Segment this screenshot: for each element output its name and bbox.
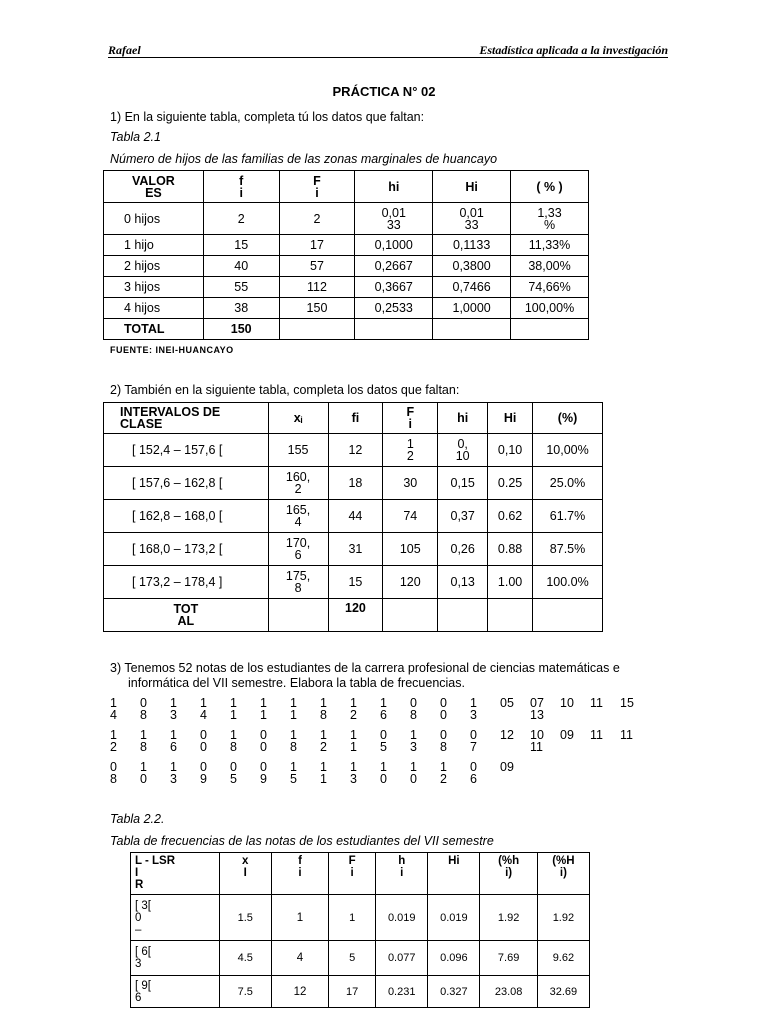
table-cell: 17 bbox=[279, 235, 355, 256]
note-value: 0 5 bbox=[230, 760, 237, 786]
table-cell: 57 bbox=[279, 256, 355, 277]
table-cell: 155 bbox=[268, 434, 328, 467]
table-header-row bbox=[104, 403, 603, 434]
table-cell: 0,10 bbox=[488, 434, 533, 467]
note-value: 07 13 bbox=[530, 696, 544, 722]
note-value: 11 bbox=[590, 696, 603, 710]
note-value: 0 8 bbox=[140, 696, 147, 722]
table-cell: 10,00% bbox=[533, 434, 603, 467]
col-header: Hi bbox=[428, 853, 480, 895]
table-cell: 23.08 bbox=[480, 976, 537, 1008]
table-cell: 0,01 33 bbox=[355, 203, 433, 235]
table-header-row bbox=[131, 853, 590, 895]
note-value: 0 8 bbox=[110, 760, 117, 786]
note-value: 1 4 bbox=[200, 696, 207, 722]
note-value: 1 1 bbox=[230, 696, 237, 722]
table-cell: 17 bbox=[329, 976, 376, 1008]
table-cell: 0 hijos bbox=[104, 203, 204, 235]
table-cell: 0,01 33 bbox=[433, 203, 511, 235]
table-cell: 61.7% bbox=[533, 500, 603, 533]
table-cell: 0,7466 bbox=[433, 277, 511, 298]
note-value bbox=[530, 761, 560, 793]
table-row bbox=[104, 298, 589, 319]
note-value bbox=[560, 761, 590, 793]
col-header: Hi bbox=[488, 403, 533, 434]
table-cell: 25.0% bbox=[533, 467, 603, 500]
table-row bbox=[104, 467, 603, 500]
col-header: F i bbox=[279, 171, 355, 203]
table-cell: 2 hijos bbox=[104, 256, 204, 277]
col-header: L - LSR I R bbox=[131, 853, 220, 895]
table-cell bbox=[433, 319, 511, 340]
table-cell: 30 bbox=[383, 467, 438, 500]
note-value: 1 0 bbox=[140, 760, 147, 786]
table-cell: 0.231 bbox=[376, 976, 428, 1008]
section2-instruction: 2) También en la siguiente tabla, completa los datos que faltan: bbox=[110, 383, 460, 397]
note-value: 0 0 bbox=[440, 696, 447, 722]
table-cell: 7.69 bbox=[480, 941, 537, 976]
note-value: 0 8 bbox=[440, 728, 447, 754]
note-value bbox=[590, 761, 620, 793]
table-cell: 0,26 bbox=[438, 533, 488, 566]
col-header: (%) bbox=[533, 403, 603, 434]
notes-row bbox=[110, 697, 650, 729]
table-cell: 2 bbox=[203, 203, 279, 235]
note-value: 0 0 bbox=[260, 728, 267, 754]
note-value: 0 9 bbox=[260, 760, 267, 786]
table-cell bbox=[268, 599, 328, 632]
note-value: 1 1 bbox=[260, 696, 267, 722]
notes-grid bbox=[110, 697, 650, 793]
table-cell: 2 bbox=[279, 203, 355, 235]
table-cell: 120 bbox=[328, 599, 383, 632]
table-cell: 15 bbox=[203, 235, 279, 256]
section3-instruction-line2: informática del VII semestre. Elabora la tabla de frecuencias. bbox=[128, 676, 465, 690]
note-value: 1 3 bbox=[170, 760, 177, 786]
note-value: 1 5 bbox=[290, 760, 297, 786]
table-cell: 0, 10 bbox=[438, 434, 488, 467]
table-row bbox=[104, 235, 589, 256]
note-value: 0 0 bbox=[200, 728, 207, 754]
table-cell: [ 157,6 – 162,8 [ bbox=[104, 467, 269, 500]
table-cell: 1,33 % bbox=[511, 203, 589, 235]
section3-instruction-line1: 3) Tenemos 52 notas de los estudiantes de la carrera profesional de ciencias matemáticas e bbox=[110, 661, 620, 675]
table-cell: 12 bbox=[328, 434, 383, 467]
table-cell bbox=[533, 599, 603, 632]
table-cell bbox=[488, 599, 533, 632]
table-cell: 1.92 bbox=[480, 895, 537, 941]
table-cell bbox=[355, 319, 433, 340]
note-value: 0 5 bbox=[380, 728, 387, 754]
note-value: 09 bbox=[560, 728, 574, 742]
note-value: 1 0 bbox=[410, 760, 417, 786]
col-header: f i bbox=[271, 853, 328, 895]
table-cell: 11,33% bbox=[511, 235, 589, 256]
note-value: 10 bbox=[560, 696, 574, 710]
table-cell: TOT AL bbox=[104, 599, 269, 632]
table-cell: 165, 4 bbox=[268, 500, 328, 533]
table-cell bbox=[279, 319, 355, 340]
table-cell: 0.077 bbox=[376, 941, 428, 976]
col-header: INTERVALOS DE CLASE bbox=[104, 403, 269, 434]
col-header: F i bbox=[383, 403, 438, 434]
table-cell: 40 bbox=[203, 256, 279, 277]
table-cell: 0,13 bbox=[438, 566, 488, 599]
table-cell: 55 bbox=[203, 277, 279, 298]
table-cell: 3 hijos bbox=[104, 277, 204, 298]
note-value: 1 3 bbox=[170, 696, 177, 722]
col-header: hi bbox=[438, 403, 488, 434]
table-cell bbox=[511, 319, 589, 340]
table-cell: [ 168,0 – 173,2 [ bbox=[104, 533, 269, 566]
table-cell: 32.69 bbox=[537, 976, 589, 1008]
table-cell: 38,00% bbox=[511, 256, 589, 277]
table-row bbox=[104, 500, 603, 533]
note-value: 1 0 bbox=[380, 760, 387, 786]
table-cell: 105 bbox=[383, 533, 438, 566]
col-header: x I bbox=[219, 853, 271, 895]
col-header: (%h i) bbox=[480, 853, 537, 895]
note-value: 1 3 bbox=[470, 696, 477, 722]
table-cell: 0,2533 bbox=[355, 298, 433, 319]
note-value: 1 6 bbox=[380, 696, 387, 722]
table-row bbox=[104, 256, 589, 277]
table-cell: 0,2667 bbox=[355, 256, 433, 277]
table-cell: 9.62 bbox=[537, 941, 589, 976]
note-value: 11 bbox=[620, 728, 633, 742]
section1-instruction: 1) En la siguiente tabla, completa tú los datos que faltan: bbox=[110, 110, 425, 124]
table-cell: 31 bbox=[328, 533, 383, 566]
table-cell: 1.92 bbox=[537, 895, 589, 941]
table-cell bbox=[438, 599, 488, 632]
page-title: PRÁCTICA N° 02 bbox=[332, 84, 436, 99]
col-header: (%H i) bbox=[537, 853, 589, 895]
table-cell: 170, 6 bbox=[268, 533, 328, 566]
table-source: FUENTE: INEI-HUANCAYO bbox=[110, 345, 234, 355]
table-cell: 0,3667 bbox=[355, 277, 433, 298]
note-value: 15 bbox=[620, 696, 634, 710]
table-cell: 0.25 bbox=[488, 467, 533, 500]
col-header: ( % ) bbox=[511, 171, 589, 203]
table-cell: 150 bbox=[203, 319, 279, 340]
table-header-row bbox=[104, 171, 589, 203]
table-cell: 100,00% bbox=[511, 298, 589, 319]
table-cell: 112 bbox=[279, 277, 355, 298]
note-value: 09 bbox=[500, 760, 514, 774]
note-value: 1 8 bbox=[230, 728, 237, 754]
table-row bbox=[131, 895, 590, 941]
table-intervals bbox=[103, 402, 603, 632]
table-row bbox=[131, 941, 590, 976]
table-cell: 12 bbox=[271, 976, 328, 1008]
table-row bbox=[131, 976, 590, 1008]
table-cell: [ 152,4 – 157,6 [ bbox=[104, 434, 269, 467]
notes-row bbox=[110, 729, 650, 761]
section1-table-label: Tabla 2.1 bbox=[110, 130, 161, 144]
note-value: 1 2 bbox=[110, 728, 117, 754]
col-header: Hi bbox=[433, 171, 511, 203]
note-value: 1 8 bbox=[320, 696, 327, 722]
table-cell: 1 2 bbox=[383, 434, 438, 467]
table-cell: 44 bbox=[328, 500, 383, 533]
table-cell: 0.096 bbox=[428, 941, 480, 976]
note-value: 1 1 bbox=[350, 728, 357, 754]
table-cell: 15 bbox=[328, 566, 383, 599]
table-cell: 120 bbox=[383, 566, 438, 599]
table-cell: 175, 8 bbox=[268, 566, 328, 599]
table-cell: 38 bbox=[203, 298, 279, 319]
table-row bbox=[104, 277, 589, 298]
table-cell: [ 3[ 0 – bbox=[131, 895, 220, 941]
table-cell: 160, 2 bbox=[268, 467, 328, 500]
note-value: 11 bbox=[590, 728, 603, 742]
note-value: 1 1 bbox=[320, 760, 327, 786]
table-2-1 bbox=[103, 170, 589, 340]
col-header: xᵢ bbox=[268, 403, 328, 434]
col-header: F i bbox=[329, 853, 376, 895]
note-value: 1 2 bbox=[320, 728, 327, 754]
table-row bbox=[104, 203, 589, 235]
notes-row bbox=[110, 761, 650, 793]
table-cell: 0.019 bbox=[428, 895, 480, 941]
note-value: 0 8 bbox=[410, 696, 417, 722]
note-value: 1 6 bbox=[170, 728, 177, 754]
note-value: 10 11 bbox=[530, 728, 544, 754]
table-row bbox=[104, 533, 603, 566]
table-2-2 bbox=[130, 852, 590, 1008]
section1-caption: Número de hijos de las familias de las zonas marginales de huancayo bbox=[110, 152, 498, 166]
note-value: 05 bbox=[500, 696, 514, 710]
col-header: hi bbox=[355, 171, 433, 203]
note-value: 1 3 bbox=[410, 728, 417, 754]
table-cell: 0,3800 bbox=[433, 256, 511, 277]
note-value: 1 8 bbox=[290, 728, 297, 754]
note-value: 1 3 bbox=[350, 760, 357, 786]
table-cell: 1 bbox=[271, 895, 328, 941]
table-total-row bbox=[104, 599, 603, 632]
table-cell: 7.5 bbox=[219, 976, 271, 1008]
table-cell: 150 bbox=[279, 298, 355, 319]
table-cell: 18 bbox=[328, 467, 383, 500]
table-cell: 0.019 bbox=[376, 895, 428, 941]
table-cell: [ 9[ 6 bbox=[131, 976, 220, 1008]
table-cell: 87.5% bbox=[533, 533, 603, 566]
table-cell: 5 bbox=[329, 941, 376, 976]
table-cell: [ 173,2 – 178,4 ] bbox=[104, 566, 269, 599]
header-book-title: Estadística aplicada a la investigación bbox=[479, 43, 668, 57]
table-row bbox=[104, 566, 603, 599]
note-value: 1 4 bbox=[110, 696, 117, 722]
note-value: 1 8 bbox=[140, 728, 147, 754]
section3-table-label: Tabla 2.2. bbox=[110, 812, 165, 826]
table-cell: 74 bbox=[383, 500, 438, 533]
note-value: 1 2 bbox=[350, 696, 357, 722]
table-cell: 0,1133 bbox=[433, 235, 511, 256]
header-author: Rafael bbox=[108, 43, 141, 57]
note-value bbox=[620, 761, 650, 793]
table-cell: 0.62 bbox=[488, 500, 533, 533]
table-cell: 1 bbox=[329, 895, 376, 941]
table-cell: 74,66% bbox=[511, 277, 589, 298]
table-cell: 0.327 bbox=[428, 976, 480, 1008]
table-cell: 4.5 bbox=[219, 941, 271, 976]
section3-caption: Tabla de frecuencias de las notas de los estudiantes del VII semestre bbox=[110, 834, 494, 848]
table-cell: 1 hijo bbox=[104, 235, 204, 256]
table-cell: TOTAL bbox=[104, 319, 204, 340]
table-cell: 1,0000 bbox=[433, 298, 511, 319]
table-cell: [ 162,8 – 168,0 [ bbox=[104, 500, 269, 533]
table-cell: 0,37 bbox=[438, 500, 488, 533]
col-header: VALOR ES bbox=[104, 171, 204, 203]
col-header: f i bbox=[203, 171, 279, 203]
table-cell bbox=[383, 599, 438, 632]
table-cell: 4 bbox=[271, 941, 328, 976]
note-value: 0 9 bbox=[200, 760, 207, 786]
table-cell: 4 hijos bbox=[104, 298, 204, 319]
note-value: 0 7 bbox=[470, 728, 477, 754]
table-cell: 0,1000 bbox=[355, 235, 433, 256]
table-cell: 1.5 bbox=[219, 895, 271, 941]
table-cell: 1.00 bbox=[488, 566, 533, 599]
table-row bbox=[104, 434, 603, 467]
header-rule bbox=[108, 57, 668, 58]
note-value: 12 bbox=[500, 728, 514, 742]
note-value: 1 2 bbox=[440, 760, 447, 786]
note-value: 1 1 bbox=[290, 696, 297, 722]
table-cell: [ 6[ 3 bbox=[131, 941, 220, 976]
col-header: h i bbox=[376, 853, 428, 895]
note-value: 0 6 bbox=[470, 760, 477, 786]
col-header: fi bbox=[328, 403, 383, 434]
table-cell: 0.88 bbox=[488, 533, 533, 566]
table-cell: 0,15 bbox=[438, 467, 488, 500]
table-total-row bbox=[104, 319, 589, 340]
table-cell: 100.0% bbox=[533, 566, 603, 599]
